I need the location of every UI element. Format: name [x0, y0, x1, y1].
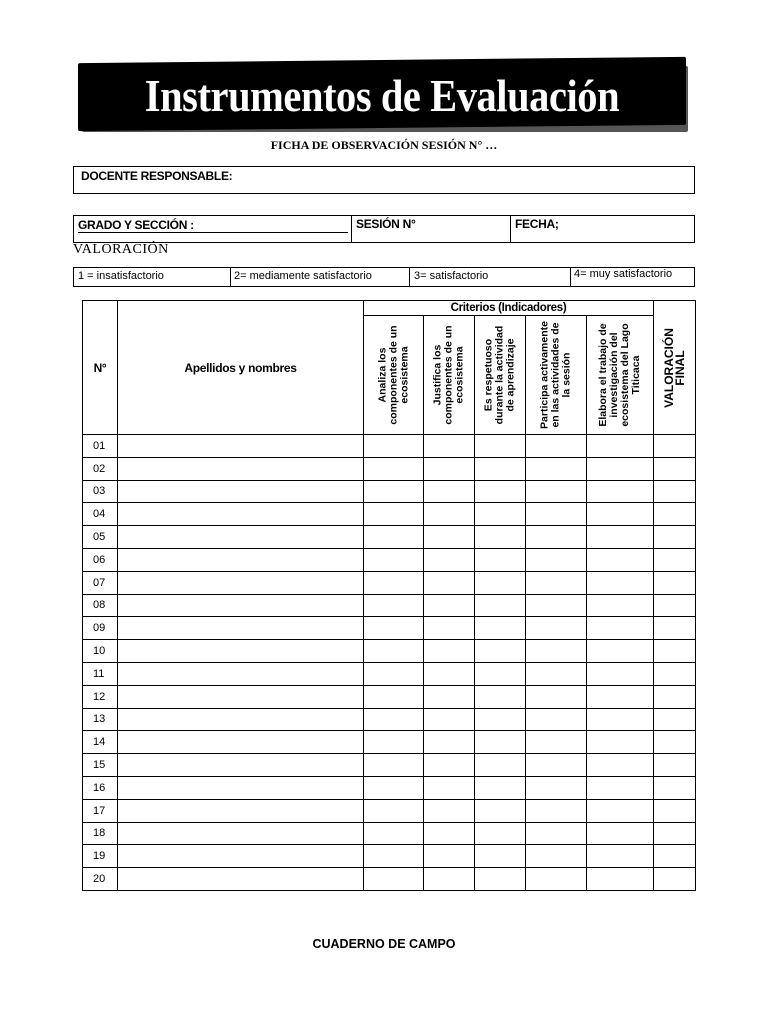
criterion-header-cell	[475, 316, 526, 435]
table-row	[83, 662, 696, 685]
table-row	[83, 594, 696, 617]
student-name-cell[interactable]	[118, 799, 364, 822]
criterion-cell[interactable]	[424, 480, 475, 503]
table-row	[83, 776, 696, 799]
criterion-label: Es respetuoso durante la actividad de aprendizaje	[482, 325, 517, 425]
criterion-cell[interactable]	[364, 685, 424, 708]
row-number: 13	[83, 708, 118, 731]
criterion-cell[interactable]	[364, 708, 424, 731]
criterion-cell[interactable]	[587, 845, 654, 868]
row-number: 19	[83, 845, 118, 868]
criterion-header-cell	[587, 316, 654, 435]
criterion-cell[interactable]	[475, 799, 526, 822]
criteria-header: Criterios (Indicadores)	[364, 301, 654, 316]
criterion-cell[interactable]	[526, 617, 587, 640]
criterion-cell[interactable]	[475, 776, 526, 799]
final-score-cell[interactable]	[654, 822, 696, 845]
final-score-cell[interactable]	[654, 799, 696, 822]
criterion-cell[interactable]	[526, 571, 587, 594]
scale-item: 4= muy satisfactorio	[574, 268, 673, 280]
row-number: 02	[83, 457, 118, 480]
table-row	[83, 799, 696, 822]
criterion-cell[interactable]	[526, 457, 587, 480]
final-header: VALORACIÓN FINAL	[661, 327, 687, 408]
row-number: 16	[83, 776, 118, 799]
criterion-cell[interactable]	[587, 754, 654, 777]
student-name-cell[interactable]	[118, 731, 364, 754]
criterion-cell[interactable]	[475, 594, 526, 617]
criterion-cell[interactable]	[364, 868, 424, 891]
docente-label: DOCENTE RESPONSABLE:	[81, 169, 233, 183]
student-name-cell[interactable]	[118, 845, 364, 868]
final-score-cell[interactable]	[654, 617, 696, 640]
criterion-cell[interactable]	[364, 799, 424, 822]
final-score-cell[interactable]	[654, 480, 696, 503]
criterion-cell[interactable]	[475, 754, 526, 777]
criterion-cell[interactable]	[526, 754, 587, 777]
criterion-label: Elabora el trabajo de investigación del ecosistema del Lago Titicaca	[597, 323, 642, 427]
criterion-cell[interactable]	[364, 435, 424, 458]
criterion-header-cell	[526, 316, 587, 435]
criterion-cell[interactable]	[526, 776, 587, 799]
student-name-cell[interactable]	[118, 480, 364, 503]
criterion-cell[interactable]	[364, 457, 424, 480]
student-name-cell[interactable]	[118, 685, 364, 708]
divider	[230, 268, 231, 286]
row-number: 10	[83, 640, 118, 663]
criterion-cell[interactable]	[424, 571, 475, 594]
criterion-cell[interactable]	[475, 731, 526, 754]
criterion-label: Justifica los componentes de un ecosistema	[431, 325, 466, 425]
scale-item: 3= satisfactorio	[414, 270, 489, 282]
criterion-cell[interactable]	[587, 480, 654, 503]
divider	[510, 216, 511, 242]
final-score-cell[interactable]	[654, 503, 696, 526]
row-number: 04	[83, 503, 118, 526]
criterion-cell[interactable]	[424, 754, 475, 777]
table-row	[83, 640, 696, 663]
final-score-cell[interactable]	[654, 662, 696, 685]
criterion-cell[interactable]	[587, 617, 654, 640]
criterion-cell[interactable]	[475, 822, 526, 845]
criterion-cell[interactable]	[526, 868, 587, 891]
criterion-cell[interactable]	[424, 662, 475, 685]
criterion-cell[interactable]	[587, 571, 654, 594]
criterion-cell[interactable]	[424, 640, 475, 663]
criterion-cell[interactable]	[364, 617, 424, 640]
criterion-cell[interactable]	[475, 548, 526, 571]
criterion-cell[interactable]	[475, 503, 526, 526]
criterion-label: Analiza los componentes de un ecosistema	[376, 325, 410, 425]
row-number: 01	[83, 435, 118, 458]
final-score-cell[interactable]	[654, 526, 696, 549]
final-score-cell[interactable]	[654, 731, 696, 754]
student-name-cell[interactable]	[118, 571, 364, 594]
criterion-cell[interactable]	[587, 708, 654, 731]
criterion-cell[interactable]	[587, 594, 654, 617]
student-name-cell[interactable]	[118, 526, 364, 549]
table-row	[83, 822, 696, 845]
divider	[409, 268, 410, 286]
observation-table	[82, 300, 696, 891]
criterion-cell[interactable]	[587, 685, 654, 708]
sesion-label: SESIÓN N°	[356, 217, 416, 231]
criterion-cell[interactable]	[587, 503, 654, 526]
criterion-header-cell	[424, 316, 475, 435]
criterion-cell[interactable]	[424, 731, 475, 754]
final-score-cell[interactable]	[654, 571, 696, 594]
final-score-cell[interactable]	[654, 685, 696, 708]
final-header-cell	[654, 301, 696, 435]
criterion-cell[interactable]	[526, 594, 587, 617]
criterion-cell[interactable]	[475, 685, 526, 708]
final-score-cell[interactable]	[654, 594, 696, 617]
criterion-cell[interactable]	[424, 822, 475, 845]
criterion-cell[interactable]	[526, 640, 587, 663]
table-row	[83, 526, 696, 549]
criterion-cell[interactable]	[424, 685, 475, 708]
criterion-cell[interactable]	[424, 503, 475, 526]
criterion-cell[interactable]	[424, 457, 475, 480]
footer-label: CUADERNO DE CAMPO	[312, 937, 456, 951]
criterion-cell[interactable]	[475, 617, 526, 640]
divider	[351, 216, 352, 242]
criterion-cell[interactable]	[364, 503, 424, 526]
criterion-cell[interactable]	[364, 526, 424, 549]
criterion-header-cell	[364, 316, 424, 435]
student-name-cell[interactable]	[118, 617, 364, 640]
criterion-cell[interactable]	[364, 480, 424, 503]
student-name-cell[interactable]	[118, 822, 364, 845]
criterion-cell[interactable]	[587, 640, 654, 663]
criterion-cell[interactable]	[587, 435, 654, 458]
criterion-cell[interactable]	[587, 868, 654, 891]
criterion-cell[interactable]	[475, 571, 526, 594]
final-score-cell[interactable]	[654, 435, 696, 458]
row-number: 11	[83, 662, 118, 685]
final-score-cell[interactable]	[654, 754, 696, 777]
criterion-cell[interactable]	[424, 526, 475, 549]
table-row	[83, 435, 696, 458]
row-number: 08	[83, 594, 118, 617]
criterion-cell[interactable]	[364, 571, 424, 594]
criterion-cell[interactable]	[424, 799, 475, 822]
row-number: 14	[83, 731, 118, 754]
docente-field-box[interactable]	[73, 166, 695, 194]
student-name-cell[interactable]	[118, 776, 364, 799]
criterion-cell[interactable]	[424, 776, 475, 799]
criterion-cell[interactable]	[526, 731, 587, 754]
criterion-cell[interactable]	[424, 594, 475, 617]
student-name-cell[interactable]	[118, 503, 364, 526]
criterion-cell[interactable]	[587, 822, 654, 845]
scale-item: 2= mediamente satisfactorio	[234, 270, 372, 282]
criterion-cell[interactable]	[424, 435, 475, 458]
divider	[570, 268, 571, 286]
criterion-cell[interactable]	[587, 776, 654, 799]
criterion-cell[interactable]	[526, 799, 587, 822]
criterion-cell[interactable]	[424, 548, 475, 571]
criterion-cell[interactable]	[526, 662, 587, 685]
criterion-cell[interactable]	[475, 845, 526, 868]
student-name-cell[interactable]	[118, 548, 364, 571]
criterion-cell[interactable]	[475, 526, 526, 549]
criterion-cell[interactable]	[364, 548, 424, 571]
student-name-cell[interactable]	[118, 662, 364, 685]
criterion-cell[interactable]	[364, 822, 424, 845]
num-header: N°	[83, 301, 118, 435]
scale-item: 1 = insatisfactorio	[78, 270, 164, 282]
criterion-cell[interactable]	[475, 662, 526, 685]
criterion-cell[interactable]	[475, 457, 526, 480]
criterion-cell[interactable]	[587, 731, 654, 754]
table-row	[83, 617, 696, 640]
table-row	[83, 708, 696, 731]
table-row	[83, 571, 696, 594]
student-name-cell[interactable]	[118, 754, 364, 777]
criterion-cell[interactable]	[587, 662, 654, 685]
criterion-cell[interactable]	[475, 868, 526, 891]
criterion-cell[interactable]	[526, 685, 587, 708]
table-row	[83, 503, 696, 526]
criterion-cell[interactable]	[424, 845, 475, 868]
criterion-cell[interactable]	[526, 548, 587, 571]
row-number: 17	[83, 799, 118, 822]
name-header: Apellidos y nombres	[118, 301, 364, 435]
form-subtitle: FICHA DE OBSERVACIÓN SESIÓN N° …	[270, 138, 498, 152]
criterion-cell[interactable]	[587, 526, 654, 549]
table-row	[83, 548, 696, 571]
final-score-cell[interactable]	[654, 776, 696, 799]
criterion-cell[interactable]	[475, 640, 526, 663]
student-name-cell[interactable]	[118, 435, 364, 458]
criterion-cell[interactable]	[424, 708, 475, 731]
table-row	[83, 868, 696, 891]
criterion-cell[interactable]	[364, 640, 424, 663]
criterion-cell[interactable]	[526, 526, 587, 549]
criterion-cell[interactable]	[587, 457, 654, 480]
row-number: 18	[83, 822, 118, 845]
student-name-cell[interactable]	[118, 457, 364, 480]
criterion-cell[interactable]	[526, 708, 587, 731]
student-name-cell[interactable]	[118, 640, 364, 663]
criterion-cell[interactable]	[526, 822, 587, 845]
criterion-cell[interactable]	[526, 480, 587, 503]
table-row	[83, 754, 696, 777]
criterion-cell[interactable]	[475, 480, 526, 503]
criterion-cell[interactable]	[364, 776, 424, 799]
grado-label: GRADO Y SECCIÓN :	[78, 218, 194, 232]
criterion-cell[interactable]	[424, 868, 475, 891]
criterion-cell[interactable]	[587, 799, 654, 822]
table-row	[83, 685, 696, 708]
final-score-cell[interactable]	[654, 708, 696, 731]
criterion-cell[interactable]	[526, 845, 587, 868]
criterion-cell[interactable]	[526, 435, 587, 458]
row-number: 15	[83, 754, 118, 777]
criterion-cell[interactable]	[424, 617, 475, 640]
criterion-cell[interactable]	[526, 503, 587, 526]
table-row	[83, 457, 696, 480]
page-title: Instrumentos de Evaluación	[144, 69, 620, 121]
valoracion-scale	[73, 267, 695, 287]
criterion-cell[interactable]	[364, 594, 424, 617]
row-number: 07	[83, 571, 118, 594]
student-name-cell[interactable]	[118, 708, 364, 731]
final-score-cell[interactable]	[654, 845, 696, 868]
criterion-cell[interactable]	[364, 731, 424, 754]
final-score-cell[interactable]	[654, 868, 696, 891]
fecha-label: FECHA;	[515, 217, 559, 231]
row-number: 09	[83, 617, 118, 640]
criterion-cell[interactable]	[364, 662, 424, 685]
row-number: 06	[83, 548, 118, 571]
row-number: 03	[83, 480, 118, 503]
final-score-cell[interactable]	[654, 457, 696, 480]
table-row	[83, 480, 696, 503]
table-row	[83, 845, 696, 868]
final-score-cell[interactable]	[654, 640, 696, 663]
table-row	[83, 731, 696, 754]
criterion-cell[interactable]	[364, 845, 424, 868]
row-number: 12	[83, 685, 118, 708]
criterion-cell[interactable]	[475, 708, 526, 731]
grado-underline	[78, 232, 348, 233]
row-number: 05	[83, 526, 118, 549]
criterion-cell[interactable]	[364, 754, 424, 777]
criterion-cell[interactable]	[475, 435, 526, 458]
criterion-label: Participa activamente en las actividades de la sesión	[538, 321, 573, 429]
student-name-cell[interactable]	[118, 868, 364, 891]
row-number: 20	[83, 868, 118, 891]
valoracion-title: VALORACIÓN	[73, 242, 169, 257]
grado-sesion-fecha-row	[73, 215, 695, 243]
student-name-cell[interactable]	[118, 594, 364, 617]
criterion-cell[interactable]	[587, 548, 654, 571]
final-score-cell[interactable]	[654, 548, 696, 571]
